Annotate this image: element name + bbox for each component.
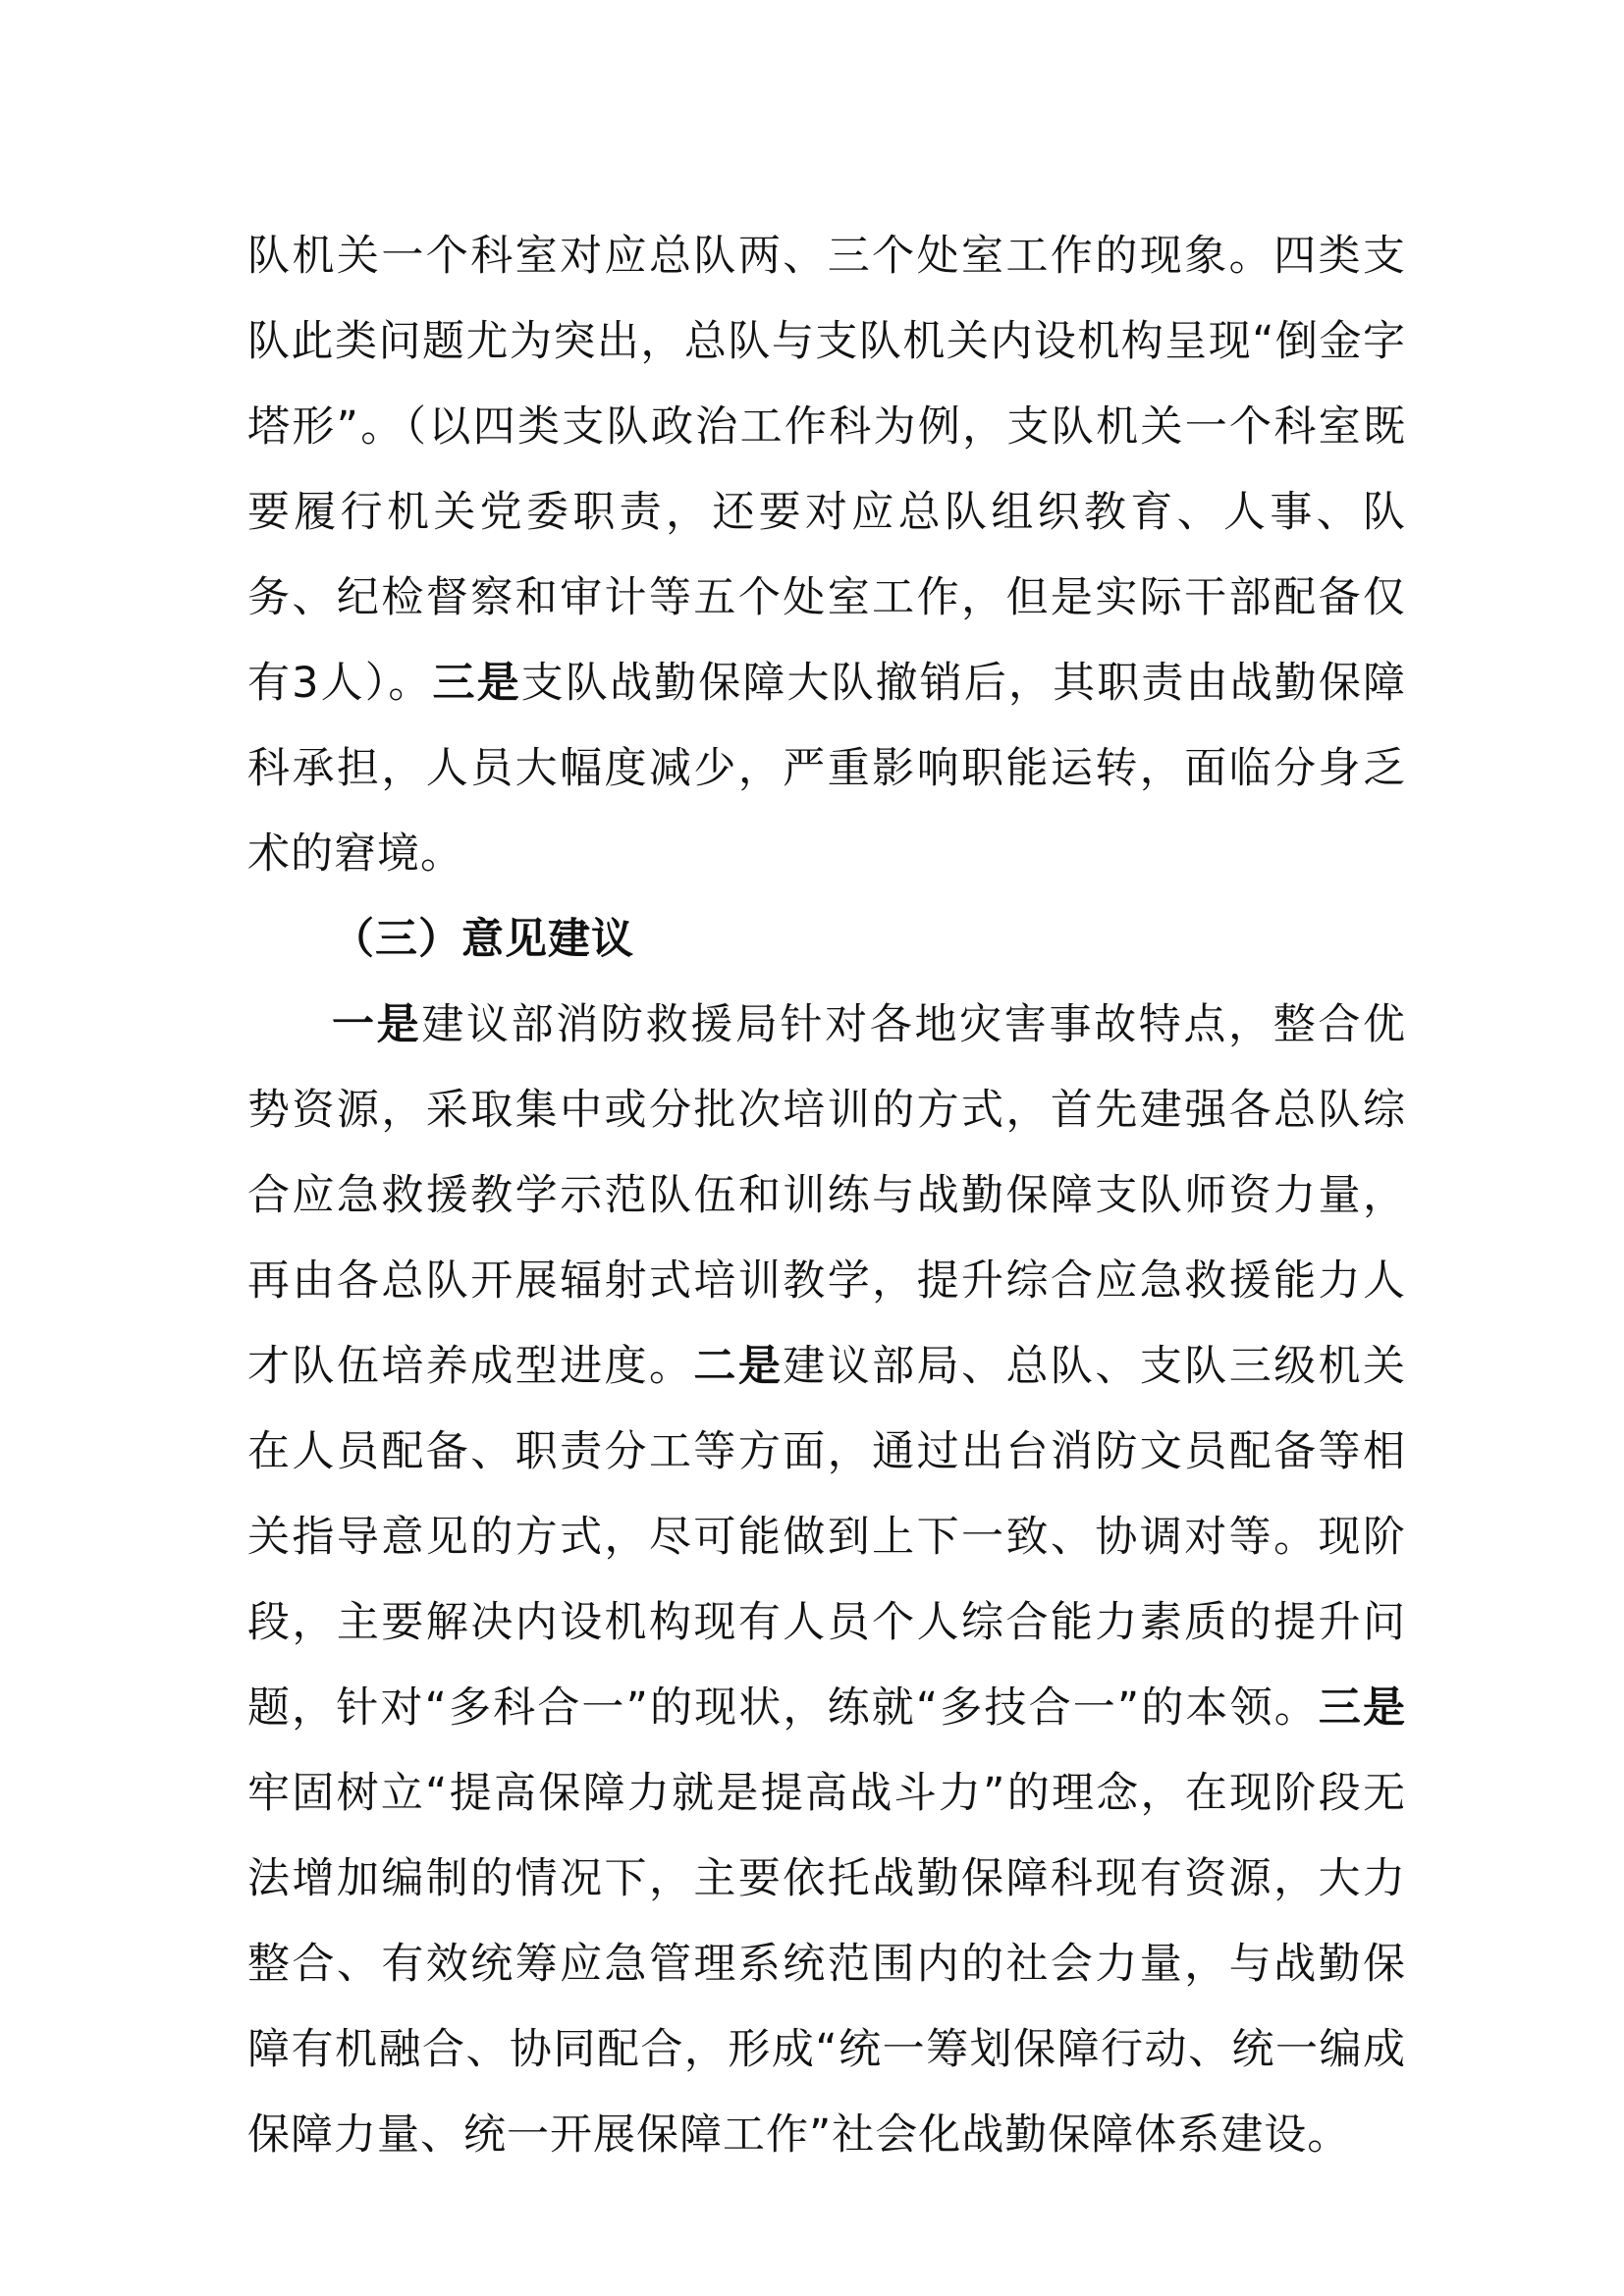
bold-label-first: 一是 bbox=[332, 1000, 422, 1049]
paragraph-text: 支队战勤保障大队撤销后，其职责由战勤保障科承担，人员大幅度减少，严重影响职能运转，面临分身乏术的窘境。 bbox=[247, 659, 1407, 879]
paragraph-text: 队机关一个科室对应总队两、三个处室工作的现象。四类支队此类问题尤为突出，总队与支队机关内设机构呈现“倒金字塔形”。（以四类支队政治工作科为例，支队机关一个科室既要履行机关党委职责，还要对应总队组织教育、人事、队务、纪检督察和审计等五个处室工作，但是实际干部配备仅有3人）。 bbox=[247, 232, 1406, 708]
document-body bbox=[247, 214, 1406, 2178]
bold-label-third: 三是 bbox=[432, 659, 521, 708]
bold-label-third: 三是 bbox=[1318, 1683, 1407, 1733]
paragraph-text: 牢固树立“提高保障力就是提高战斗力”的理念，在现阶段无法增加编制的情况下，主要依托战勤保障科现有资源，大力整合、有效统筹应急管理系统范围内的社会力量，与战勤保障有机融合、协同配合，形成“统一筹划保障行动、统一编成保障力量、统一开展保障工作”社会化战勤保障体系建设。 bbox=[247, 1769, 1406, 2160]
bold-label-second: 二是 bbox=[693, 1342, 784, 1391]
section-heading: （三）意见建议 bbox=[332, 915, 634, 964]
paragraph-text: 建议部消防救援局针对各地灾害事故特点，整合优势资源，采取集中或分批次培训的方式，首先建强各总队综合应急救援教学示范队伍和训练与战勤保障支队师资力量，再由各总队开展辐射式培训教学，提升综合应急救援能力人才队伍培养成型进度。 bbox=[247, 1000, 1407, 1391]
paragraph-problems-continued bbox=[247, 214, 1406, 897]
paragraph-text: 建议部局、总队、支队三级机关在人员配备、职责分工等方面，通过出台消防文员配备等相关指导意见的方式，尽可能做到上下一致、协调对等。现阶段，主要解决内设机构现有人员个人综合能力素质的提升问题，针对“多科合一”的现状，练就“多技合一”的本领。 bbox=[247, 1342, 1407, 1733]
paragraph-suggestions bbox=[247, 983, 1406, 2178]
